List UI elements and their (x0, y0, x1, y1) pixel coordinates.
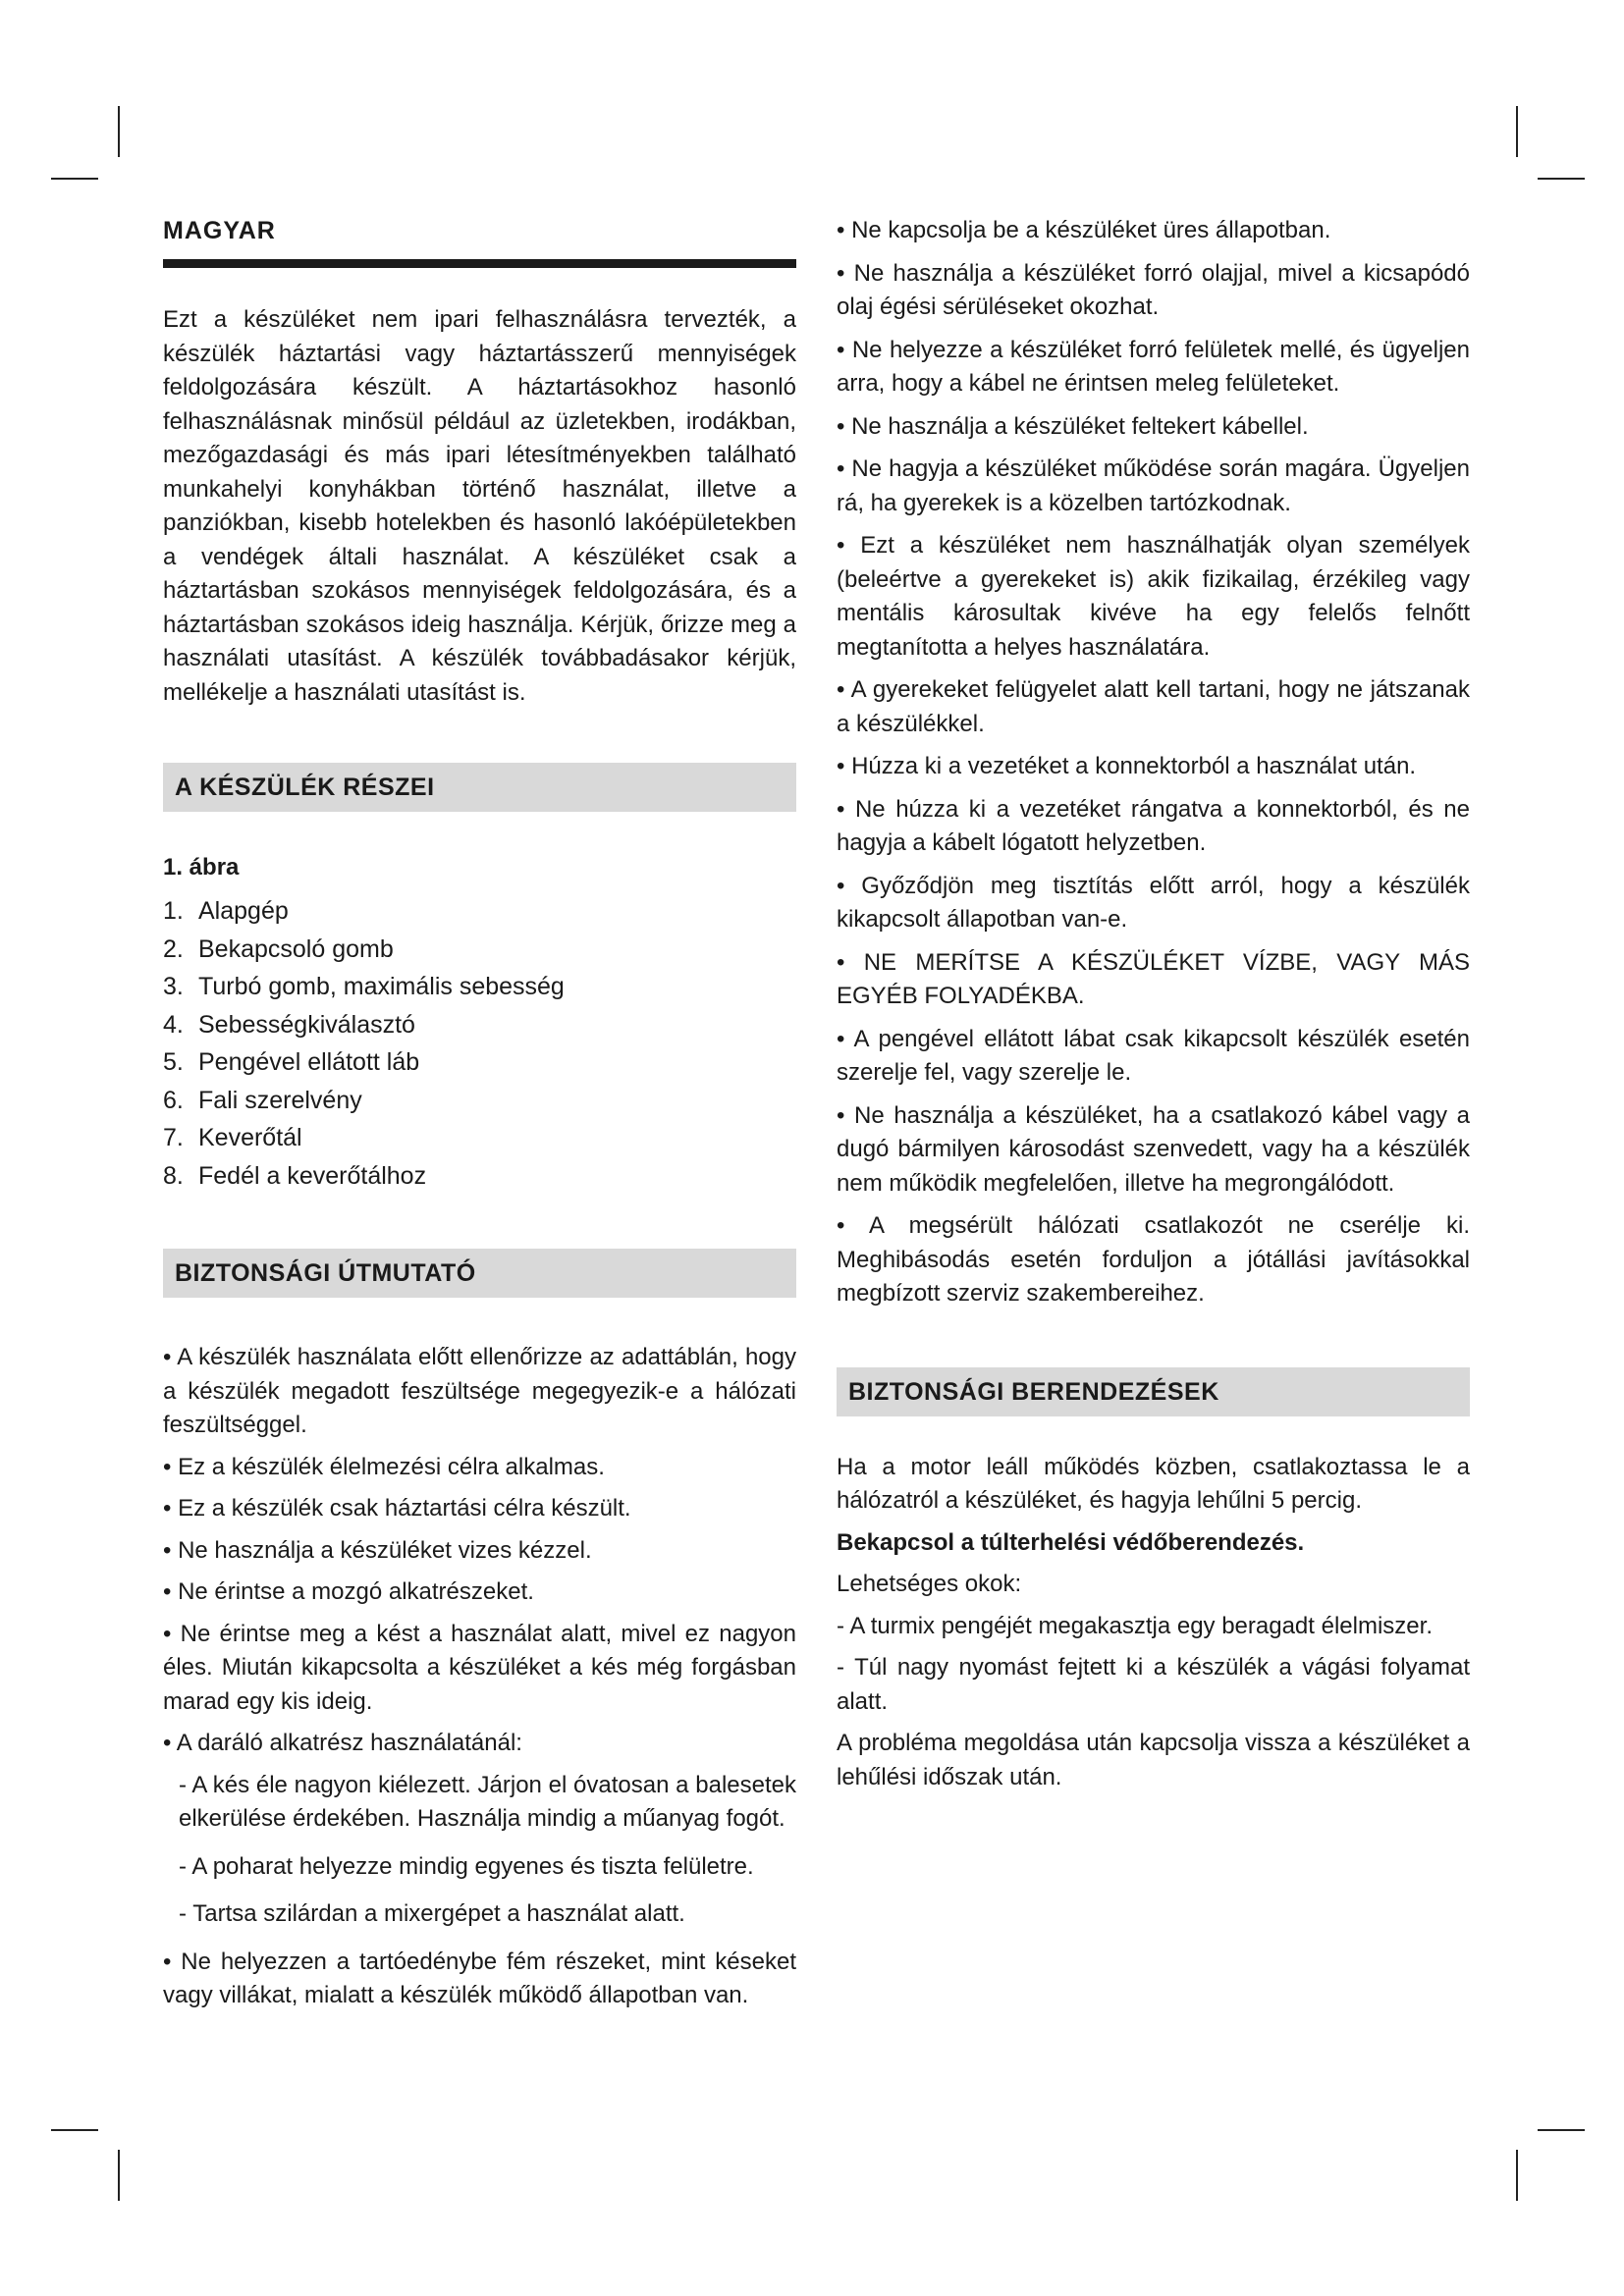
safety-rule: • A pengével ellátott lábat csak kikapcsolt készülék esetén szerelje fel, vagy szerelje le. (837, 1025, 1470, 1086)
crop-mark (118, 2150, 120, 2201)
safety-rule: • Ez a készülék élelmezési célra alkalmas. (163, 1453, 605, 1480)
safety-rule: • Ne használja a készüléket, ha a csatlakozó kábel vagy a dugó bármilyen károsodást szenvedett, vagy ha a készülék nem működik megfelelően, illetve ha megrongálódott. (837, 1101, 1470, 1197)
parts-list (163, 892, 796, 1195)
crop-mark (1538, 178, 1585, 180)
safety-rule: • Ne helyezzen a tartóedénybe fém részeket, mint késeket vagy villákat, mialatt a készülék működő állapotban van. (163, 1948, 796, 2008)
safety-rule: • NE MERÍTSE A KÉSZÜLÉKET VÍZBE, VAGY MÁS EGYÉB FOLYADÉKBA. (837, 948, 1470, 1009)
part-number: 3. (163, 973, 184, 1000)
intro-paragraph: Ezt a készüléket nem ipari felhasználásra tervezték, a készülék háztartási vagy háztartásszerű mennyiségek feldolgozására készült. A háztartásokhoz hasonló felhasználásnak minősül például az üzletekben, irodákban, mezőgazdasági és más ipari létesítményekben található munkahelyi konyhákban történő használat, illetve a panziókban, kisebb hotelekben és hasonló lakóépületekben a vendégek általi használat. A készüléket csak a háztartásban szokásos mennyiségek feldolgozására, és a háztartásban szokásos ideig használja. Kérjük, őrizze meg a használati utasítást. A készülék továbbadásakor kérjük, mellékelje a használati utasítást is. (163, 306, 796, 706)
grinder-note: - Tartsa szilárdan a mixergépet a használat alatt. (179, 1900, 685, 1927)
page-title: MAGYAR (163, 217, 276, 244)
devices-intro: Ha a motor leáll működés közben, csatlakoztassa le a hálózatról a készüléket, és hagyja lehűlni 5 percig. (837, 1453, 1470, 1514)
parts-list-item (163, 892, 796, 931)
part-label: Fedél a keverőtálhoz (198, 1161, 427, 1190)
grinder-note: - A poharat helyezze mindig egyenes és tiszta felületre. (179, 1852, 754, 1880)
causes-label: Lehetséges okok: (837, 1571, 1022, 1597)
part-label: Keverőtál (198, 1124, 302, 1151)
section-heading-parts: A KÉSZÜLÉK RÉSZEI (163, 763, 796, 812)
grinder-note: - A kés éle nagyon kiélezett. Járjon el óvatosan a balesetek elkerülése érdekében. Használja mindig a műanyag fogót. (179, 1771, 796, 1832)
part-label: Sebességkiválasztó (198, 1010, 415, 1039)
safety-rule: • Ezt a készüléket nem használhatják olyan személyek (beleértve a gyerekeket is) akik fizikailag, érzékileg vagy mentális károsultak kivéve ha egy felelős felnőtt megtanította a helyes használatára. (837, 532, 1470, 661)
safety-rule: • A készülék használata előtt ellenőrizze az adattáblán, hogy a készülék megadott feszültsége megegyezik-e a hálózati feszültséggel. (163, 1344, 796, 1438)
safety-rule: • Ne használja a készüléket forró olajjal, mivel a kicsapódó olaj égési sérüléseket okozhat. (837, 259, 1470, 320)
safety-rule: • Ne használja a készüléket feltekert kábellel. (837, 412, 1309, 440)
part-number: 8. (163, 1161, 184, 1190)
part-label: Fali szerelvény (198, 1086, 362, 1114)
figure-title: 1. ábra (163, 854, 240, 881)
safety-rule: • Ne kapcsolja be a készüléket üres állapotban. (837, 217, 1331, 243)
part-label: Pengével ellátott láb (198, 1048, 420, 1076)
parts-list-item (163, 1043, 796, 1082)
crop-mark (51, 2129, 98, 2131)
cause-item: - Túl nagy nyomást fejtett ki a készülék a vágási folyamat alatt. (837, 1654, 1470, 1715)
crop-mark (118, 106, 120, 157)
part-label: Turbó gomb, maximális sebesség (198, 973, 565, 1000)
parts-list-item (163, 1082, 796, 1120)
safety-rule: • Ne érintse a mozgó alkatrészeket. (163, 1578, 534, 1605)
part-number: 7. (163, 1124, 184, 1151)
safety-devices-body (837, 1451, 1470, 1795)
safety-rules-left (163, 1341, 796, 2013)
safety-rule: • Győződjön meg tisztítás előtt arról, hogy a készülék kikapcsolt állapotban van-e. (837, 872, 1470, 933)
safety-rule: • Ne helyezze a készüléket forró felületek mellé, és ügyeljen arra, hogy a kábel ne érintsen meleg felületeket. (837, 336, 1470, 397)
part-number: 1. (163, 897, 184, 925)
safety-rule: • Húzza ki a vezetéket a konnektorból a használat után. (837, 753, 1417, 779)
part-label: Bekapcsoló gomb (198, 934, 394, 963)
closing-paragraph: A probléma megoldása után kapcsolja vissza a készüléket a lehűlési időszak után. (837, 1730, 1470, 1790)
safety-rule: • A daráló alkatrész használatánál: (163, 1730, 522, 1756)
safety-rule: • A megsérült hálózati csatlakozót ne cserélje ki. Meghibásodás esetén forduljon a jótállási javításokkal megbízott szerviz szakembereihez. (837, 1212, 1470, 1307)
safety-rule: • Ez a készülék csak háztartási célra készült. (163, 1495, 631, 1522)
safety-rule: • A gyerekeket felügyelet alatt kell tartani, hogy ne játszanak a készülékkel. (837, 676, 1470, 737)
parts-list-item (163, 1157, 796, 1196)
language-header (163, 214, 796, 268)
safety-rules-right (837, 214, 1470, 1311)
crop-mark (1516, 2150, 1518, 2201)
parts-list-item (163, 968, 796, 1006)
part-number: 4. (163, 1010, 184, 1039)
part-number: 6. (163, 1086, 184, 1114)
safety-rule: • Ne érintse meg a kést a használat alatt, mivel ez nagyon éles. Miután kikapcsolta a készüléket a kés még forgásban marad egy kis ideig. (163, 1620, 796, 1715)
right-column (837, 214, 1470, 1802)
parts-list-item (163, 1006, 796, 1044)
part-label: Alapgép (198, 897, 289, 925)
part-number: 5. (163, 1048, 184, 1076)
safety-rule: • Ne használja a készüléket vizes kézzel. (163, 1536, 592, 1564)
crop-mark (1538, 2129, 1585, 2131)
safety-rule: • Ne húzza ki a vezetéket rángatva a konnektorból, és ne hagyja a kábelt lógatott helyzetben. (837, 795, 1470, 856)
crop-mark (1516, 106, 1518, 157)
safety-rule: • Ne hagyja a készüléket működése során magára. Ügyeljen rá, ha gyerekek is a közelben tartózkodnak. (837, 455, 1470, 516)
overload-title: Bekapcsol a túlterhelési védőberendezés. (837, 1528, 1305, 1556)
parts-list-item (163, 931, 796, 969)
section-heading-safety-devices: BIZTONSÁGI BERENDEZÉSEK (837, 1367, 1470, 1416)
cause-item: - A turmix pengéjét megakasztja egy beragadt élelmiszer. (837, 1612, 1433, 1639)
crop-mark (51, 178, 98, 180)
left-column (163, 214, 796, 2021)
section-heading-safety: BIZTONSÁGI ÚTMUTATÓ (163, 1249, 796, 1298)
part-number: 2. (163, 934, 184, 963)
parts-list-item (163, 1119, 796, 1157)
